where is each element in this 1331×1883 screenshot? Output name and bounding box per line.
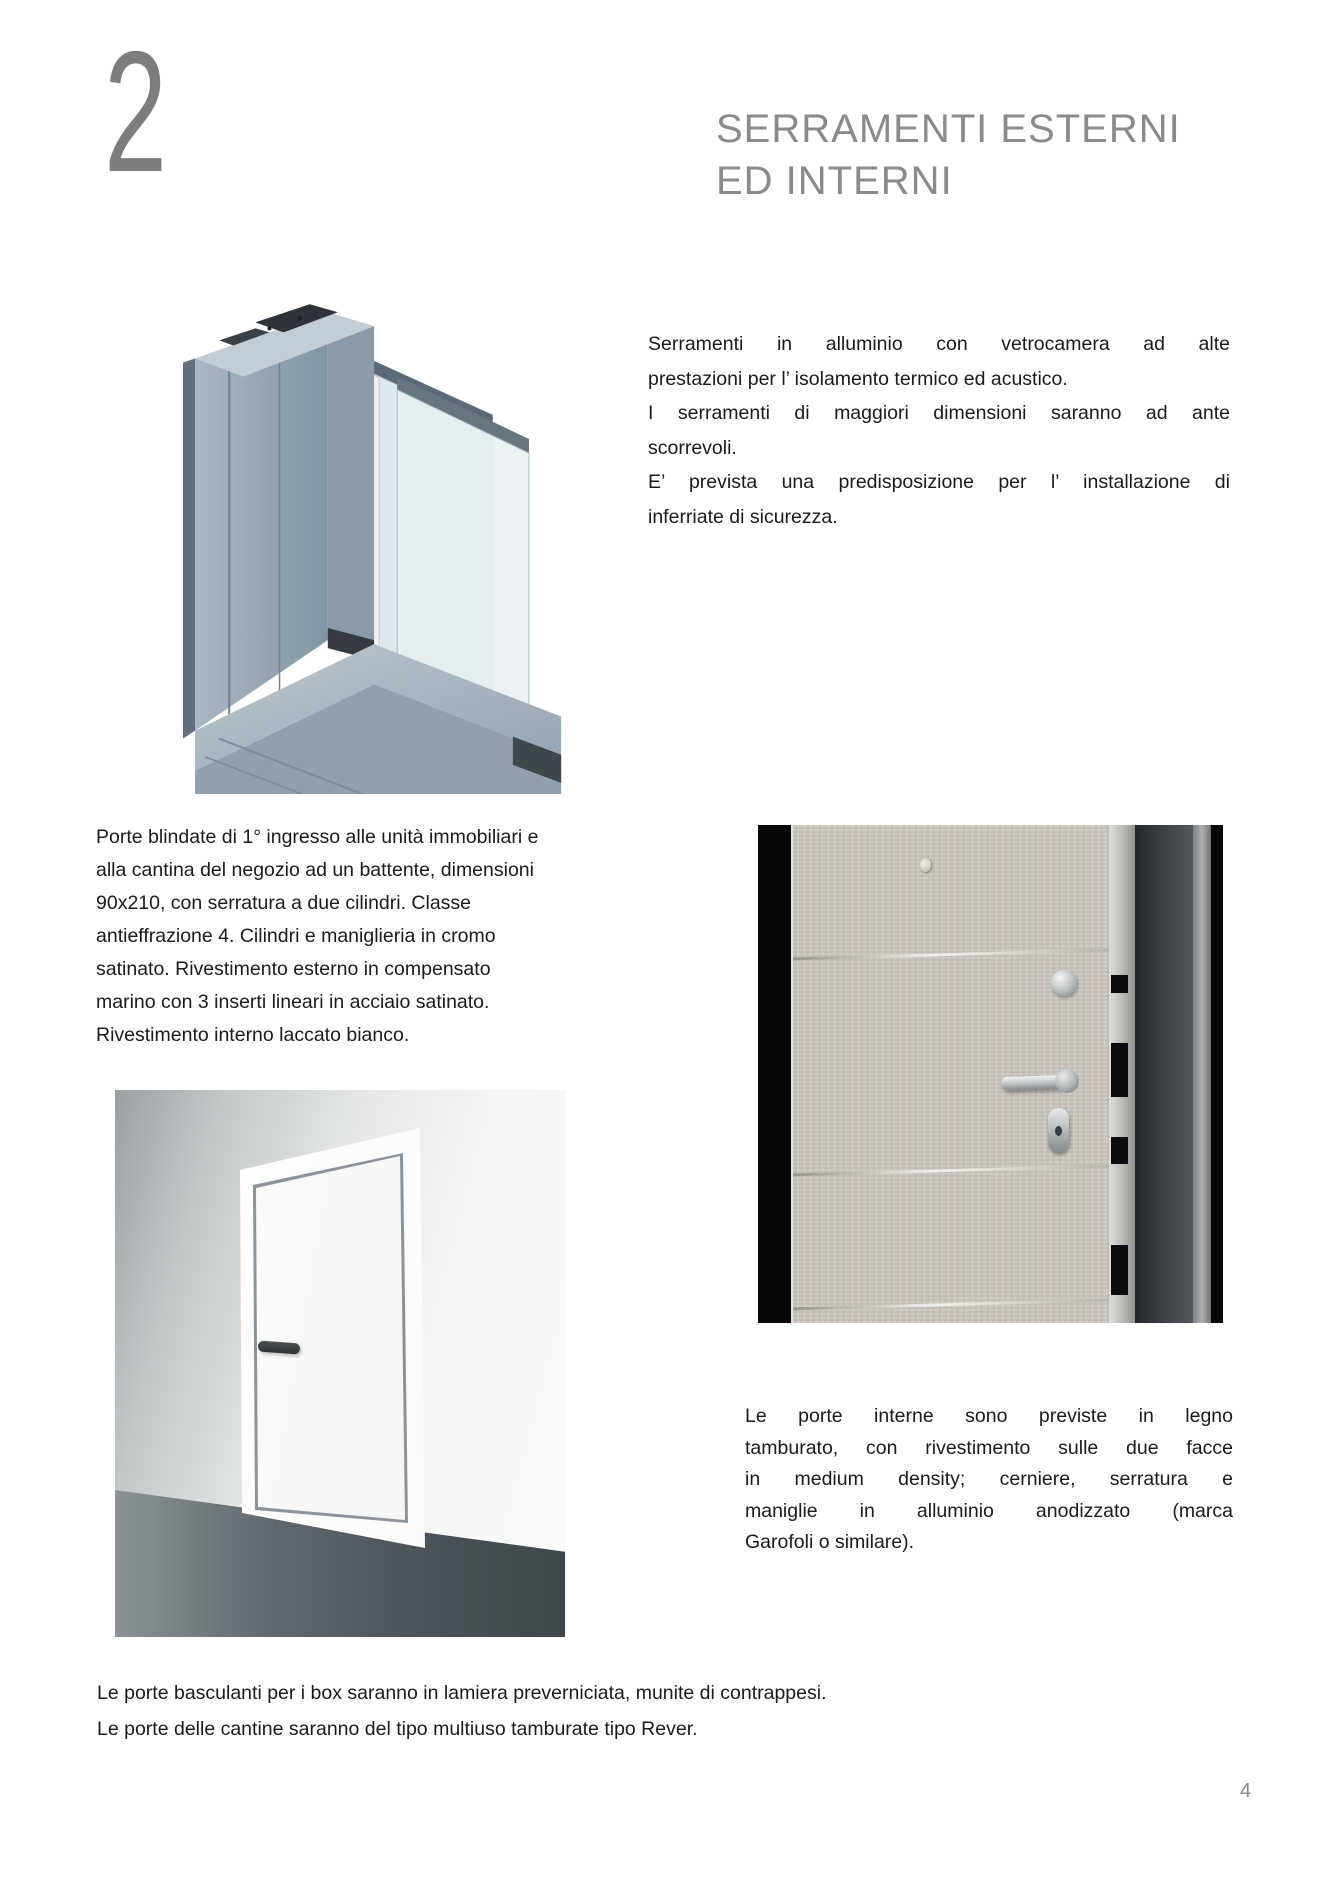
text-line: maniglie in alluminio anodizzato (marca bbox=[745, 1499, 1233, 1522]
text-line: Serramenti in alluminio con vetrocamera ad alte bbox=[648, 333, 1230, 355]
deadbolt-knob bbox=[1051, 970, 1077, 996]
text-line: E’ prevista una predisposizione per l’ installazione di bbox=[648, 471, 1230, 494]
lock-cutout bbox=[1111, 1245, 1128, 1295]
page-title-line1: SERRAMENTI ESTERNI bbox=[716, 107, 1181, 151]
footer-paragraph bbox=[97, 1676, 1257, 1747]
armored-doors-paragraph bbox=[96, 821, 676, 1052]
door-frame-dark bbox=[1135, 825, 1193, 1323]
text-line: in medium density; cerniere, serratura e bbox=[745, 1468, 1233, 1491]
text-line: Garofoli o similare). bbox=[745, 1531, 915, 1554]
page-number: 4 bbox=[1240, 1780, 1252, 1802]
internal-door-photo bbox=[115, 1090, 565, 1637]
window-profile-drawing bbox=[158, 266, 562, 794]
chapter-number: 2 bbox=[104, 16, 168, 208]
text-line: Porte blindate di 1° ingresso alle unità immobiliari e bbox=[96, 826, 539, 848]
text-line: Le porte basculanti per i box saranno in lamiera preverniciata, munite di contrappesi. bbox=[97, 1682, 827, 1704]
window-profile-image bbox=[158, 266, 562, 794]
lock-cutout bbox=[1111, 975, 1128, 993]
lock-cylinder bbox=[1048, 1108, 1069, 1153]
text-line: satinato. Rivestimento esterno in compensato bbox=[96, 958, 491, 980]
text-line: antieffrazione 4. Cilindri e maniglieria in cromo bbox=[96, 925, 496, 947]
keyhole bbox=[1055, 1126, 1062, 1136]
text-line: Le porte interne sono previste in legno bbox=[745, 1405, 1233, 1427]
text-line: inferriate di sicurezza. bbox=[648, 505, 838, 528]
handle-rosette bbox=[1055, 1069, 1079, 1093]
lock-cutout bbox=[1111, 1137, 1128, 1164]
page-title bbox=[716, 103, 1181, 207]
text-line: marino con 3 inserti lineari in acciaio satinato. bbox=[96, 991, 490, 1013]
lock-cutout bbox=[1111, 1043, 1128, 1097]
text-line: tamburato, con rivestimento sulle due facce bbox=[745, 1436, 1233, 1459]
armored-door-photo bbox=[758, 825, 1223, 1323]
text-line: 90x210, con serratura a due cilindri. Classe bbox=[96, 892, 472, 914]
peephole bbox=[920, 858, 931, 872]
text-line: prestazioni per l’ isolamento termico ed acustico. bbox=[648, 367, 1068, 390]
page-title-line2: ED INTERNI bbox=[716, 159, 953, 203]
text-line: scorrevoli. bbox=[648, 436, 737, 459]
internal-doors-paragraph bbox=[745, 1401, 1233, 1559]
text-line: Le porte delle cantine saranno del tipo multiuso tamburate tipo Rever. bbox=[97, 1717, 698, 1740]
text-line: alla cantina del negozio ad un battente, dimensioni bbox=[96, 859, 534, 881]
door-frame-band bbox=[1193, 825, 1211, 1323]
text-line: I serramenti di maggiori dimensioni saranno ad ante bbox=[648, 402, 1230, 425]
text-line: Rivestimento interno laccato bianco. bbox=[96, 1024, 410, 1046]
intro-paragraph bbox=[648, 327, 1230, 535]
